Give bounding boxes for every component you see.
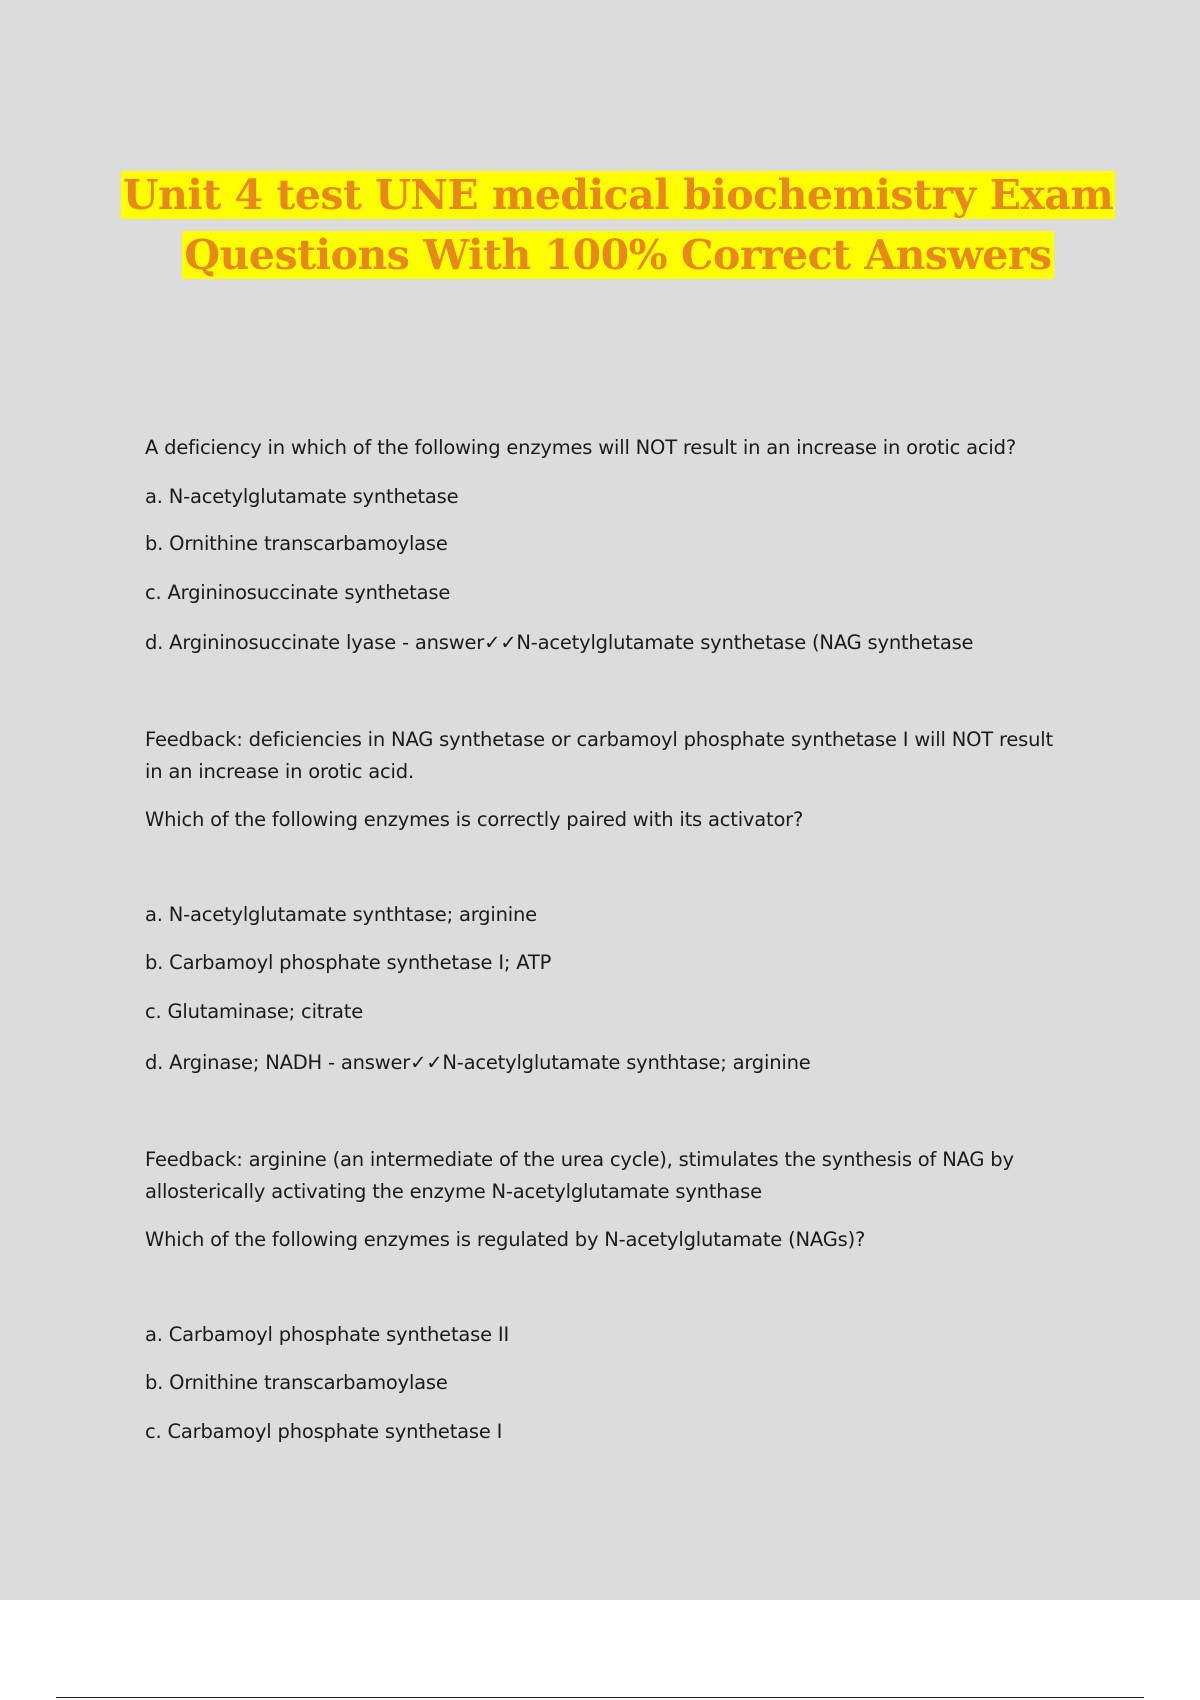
title-line-2: Questions With 100% Correct Answers: [184, 231, 1052, 279]
q3-option-a: a. Carbamoyl phosphate synthetase II: [145, 1323, 510, 1346]
q1-option-b: b. Ornithine transcarbamoylase: [145, 532, 448, 555]
q1-option-c: c. Argininosuccinate synthetase: [145, 581, 451, 604]
q1-option-a: a. N-acetylglutamate synthetase: [145, 485, 459, 508]
question-1: A deficiency in which of the following enzymes will NOT result in an increase in orotic acid?: [145, 436, 1016, 459]
q3-option-c: c. Carbamoyl phosphate synthetase I: [145, 1420, 503, 1443]
q2-feedback-line-2: allosterically activating the enzyme N-acetylglutamate synthase: [145, 1180, 762, 1203]
q2-option-b: b. Carbamoyl phosphate synthetase I; ATP: [145, 951, 552, 974]
q1-option-d-answer: d. Argininosuccinate lyase - answer✓✓N-acetylglutamate synthetase (NAG synthetase: [145, 631, 974, 654]
page-divider: [56, 1697, 1144, 1698]
question-2: Which of the following enzymes is correctly paired with its activator?: [145, 808, 804, 831]
question-3: Which of the following enzymes is regulated by N-acetylglutamate (NAGs)?: [145, 1228, 866, 1251]
q3-option-b: b. Ornithine transcarbamoylase: [145, 1371, 448, 1394]
q1-feedback-line-2: in an increase in orotic acid.: [145, 760, 414, 783]
q2-feedback-line-1: Feedback: arginine (an intermediate of the urea cycle), stimulates the synthesis of NAG by: [145, 1148, 1014, 1171]
document-title: [0, 165, 1200, 285]
title-line-1: Unit 4 test UNE medical biochemistry Exam: [122, 171, 1114, 219]
q2-option-c: c. Glutaminase; citrate: [145, 1000, 364, 1023]
q2-option-d-answer: d. Arginase; NADH - answer✓✓N-acetylglutamate synthtase; arginine: [145, 1051, 811, 1074]
q1-feedback-line-1: Feedback: deficiencies in NAG synthetase or carbamoyl phosphate synthetase I will NOT result: [145, 728, 1053, 751]
q2-option-a: a. N-acetylglutamate synthtase; arginine: [145, 903, 537, 926]
